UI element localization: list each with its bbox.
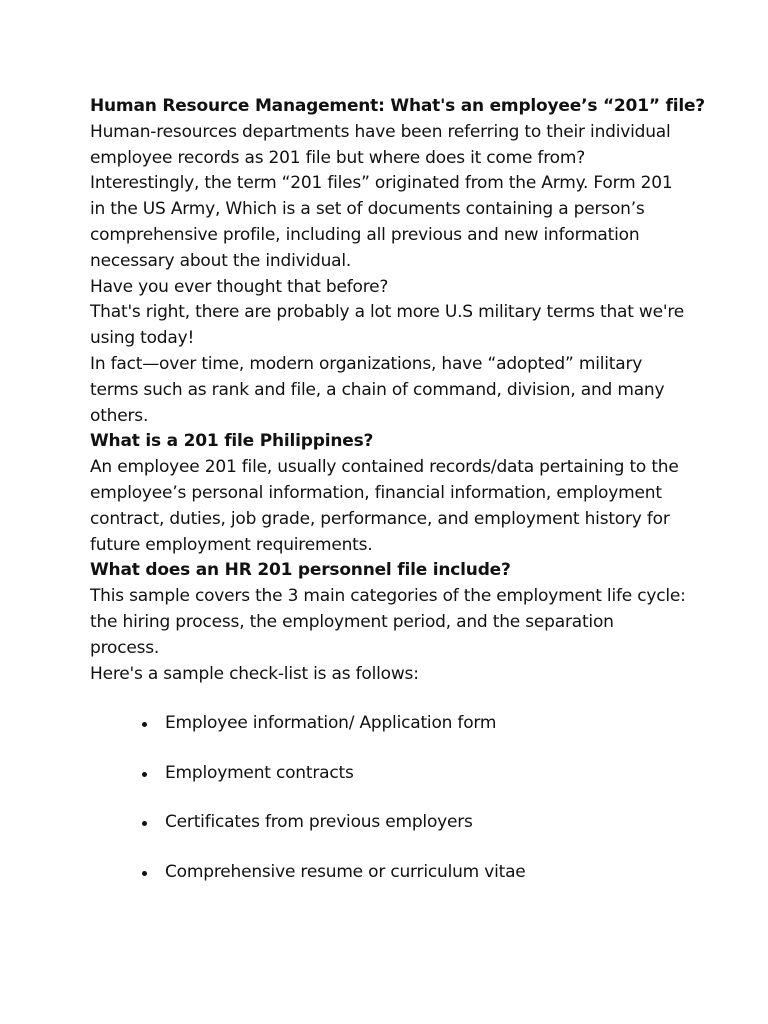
include-line: Here's a sample check-list is as follows: — [90, 663, 419, 684]
intro-line: In fact—over time, modern organizations, have “adopted” military — [90, 353, 643, 374]
list-item — [90, 810, 710, 860]
intro-line: That's right, there are probably a lot more U.S military terms that we're — [90, 302, 685, 323]
intro-line: necessary about the individual. — [90, 250, 352, 271]
intro-line: in the US Army, Which is a set of documents containing a person’s — [90, 199, 645, 220]
main-heading: Human Resource Management: What's an employee’s “201” file? — [90, 96, 705, 116]
bullet-icon — [142, 722, 147, 727]
checklist-item-label: Certificates from previous employers — [165, 812, 473, 833]
bullet-icon — [142, 821, 147, 826]
intro-line: Human-resources departments have been referring to their individual — [90, 121, 671, 142]
intro-line: terms such as rank and file, a chain of command, division, and many — [90, 379, 665, 400]
philippines-line: employee’s personal information, financial information, employment — [90, 482, 662, 503]
philippines-heading: What is a 201 file Philippines? — [90, 431, 374, 452]
checklist-item-label: Comprehensive resume or curriculum vitae — [165, 861, 526, 882]
include-line: This sample covers the 3 main categories of the employment life cycle: — [90, 586, 686, 607]
philippines-line: contract, duties, job grade, performance, and employment history for — [90, 508, 670, 529]
checklist — [90, 711, 710, 909]
list-item — [90, 761, 710, 811]
include-line: process. — [90, 637, 160, 658]
include-heading: What does an HR 201 personnel file include? — [90, 560, 511, 581]
intro-line: using today! — [90, 328, 195, 349]
document-page — [90, 94, 710, 909]
list-item — [90, 860, 710, 910]
checklist-item-label: Employee information/ Application form — [165, 713, 497, 734]
intro-line: Interestingly, the term “201 files” originated from the Army. Form 201 — [90, 173, 673, 194]
intro-line: Have you ever thought that before? — [90, 276, 389, 297]
philippines-line: An employee 201 file, usually contained records/data pertaining to the — [90, 457, 679, 478]
bullet-icon — [142, 772, 147, 777]
checklist-item-label: Employment contracts — [165, 762, 354, 783]
intro-line: comprehensive profile, including all previous and new information — [90, 224, 640, 245]
bullet-icon — [142, 871, 147, 876]
intro-line: employee records as 201 file but where does it come from? — [90, 147, 586, 168]
intro-line: others. — [90, 405, 149, 426]
philippines-line: future employment requirements. — [90, 534, 373, 555]
list-item — [90, 711, 710, 761]
include-line: the hiring process, the employment period, and the separation — [90, 611, 614, 632]
